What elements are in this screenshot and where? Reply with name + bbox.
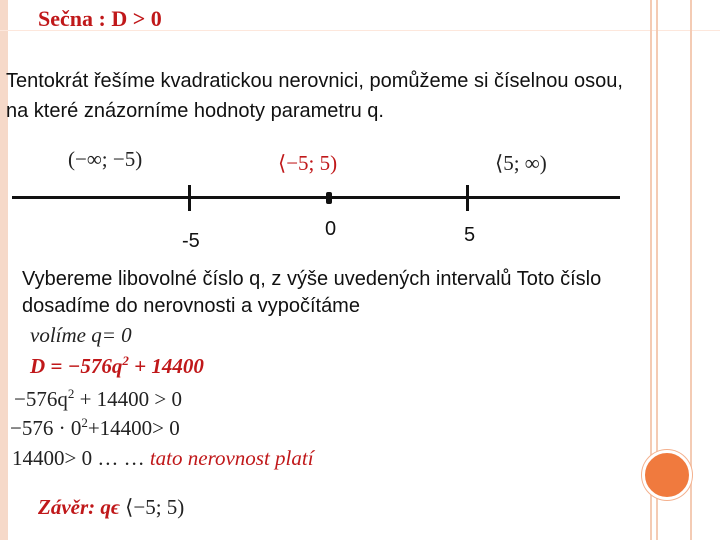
tick-label-zero: 0 xyxy=(325,218,337,240)
inequality-line-2 xyxy=(10,416,180,441)
decorative-orange-circle xyxy=(642,450,692,500)
ineq2-rhs: +14400> 0 xyxy=(87,416,180,440)
conclusion-label: Závěr: qϵ xyxy=(38,495,120,519)
ineq1-rhs: + 14400 > 0 xyxy=(74,387,183,411)
discriminant-rhs: + 14400 xyxy=(128,354,204,378)
tick-label-minus5: -5 xyxy=(182,230,200,252)
number-line-tick-zero xyxy=(326,192,332,204)
discriminant-line xyxy=(30,354,204,379)
intro-text: Tentokrát řešíme kvadratickou nerovnici, pomůžeme si číselnou osou, na které znázorníme hodnoty parametru q. xyxy=(6,70,623,122)
ineq1-lhs: −576q xyxy=(14,387,68,411)
number-line-tick-minus5 xyxy=(188,185,191,211)
conclusion-line xyxy=(38,495,184,520)
number-line-tick-5 xyxy=(466,185,469,211)
discriminant-exponent: 2 xyxy=(122,353,129,368)
slide-frame-right-line xyxy=(690,0,692,540)
ineq3-note: tato nerovnost platí xyxy=(149,446,314,470)
ineq2-lhs: −576 · 0 xyxy=(10,416,82,440)
tick-label-5: 5 xyxy=(464,224,476,246)
choice-line: volíme q= 0 xyxy=(30,323,132,347)
instruction-paragraph: Vybereme libovolné číslo q, z výše uvedených intervalů Toto číslo dosadíme do nerovnosti a vypočítáme xyxy=(22,268,602,317)
inequality-line-1 xyxy=(14,387,182,412)
interval-right: ⟨5; ∞) xyxy=(495,151,547,175)
interval-middle: ⟨−5; 5) xyxy=(278,151,338,175)
conclusion-value: ⟨−5; 5) xyxy=(119,495,185,519)
interval-left: (−∞; −5) xyxy=(68,147,143,171)
discriminant-lhs: D = −576q xyxy=(30,354,123,378)
inequality-line-3 xyxy=(12,446,314,471)
ineq2-exponent: 2 xyxy=(81,415,88,430)
ineq3-prefix: 14400> 0 … … xyxy=(12,446,150,470)
ineq1-exponent: 2 xyxy=(67,386,75,401)
number-line xyxy=(12,196,620,199)
slide-title: Sečna : D > 0 xyxy=(38,6,162,31)
